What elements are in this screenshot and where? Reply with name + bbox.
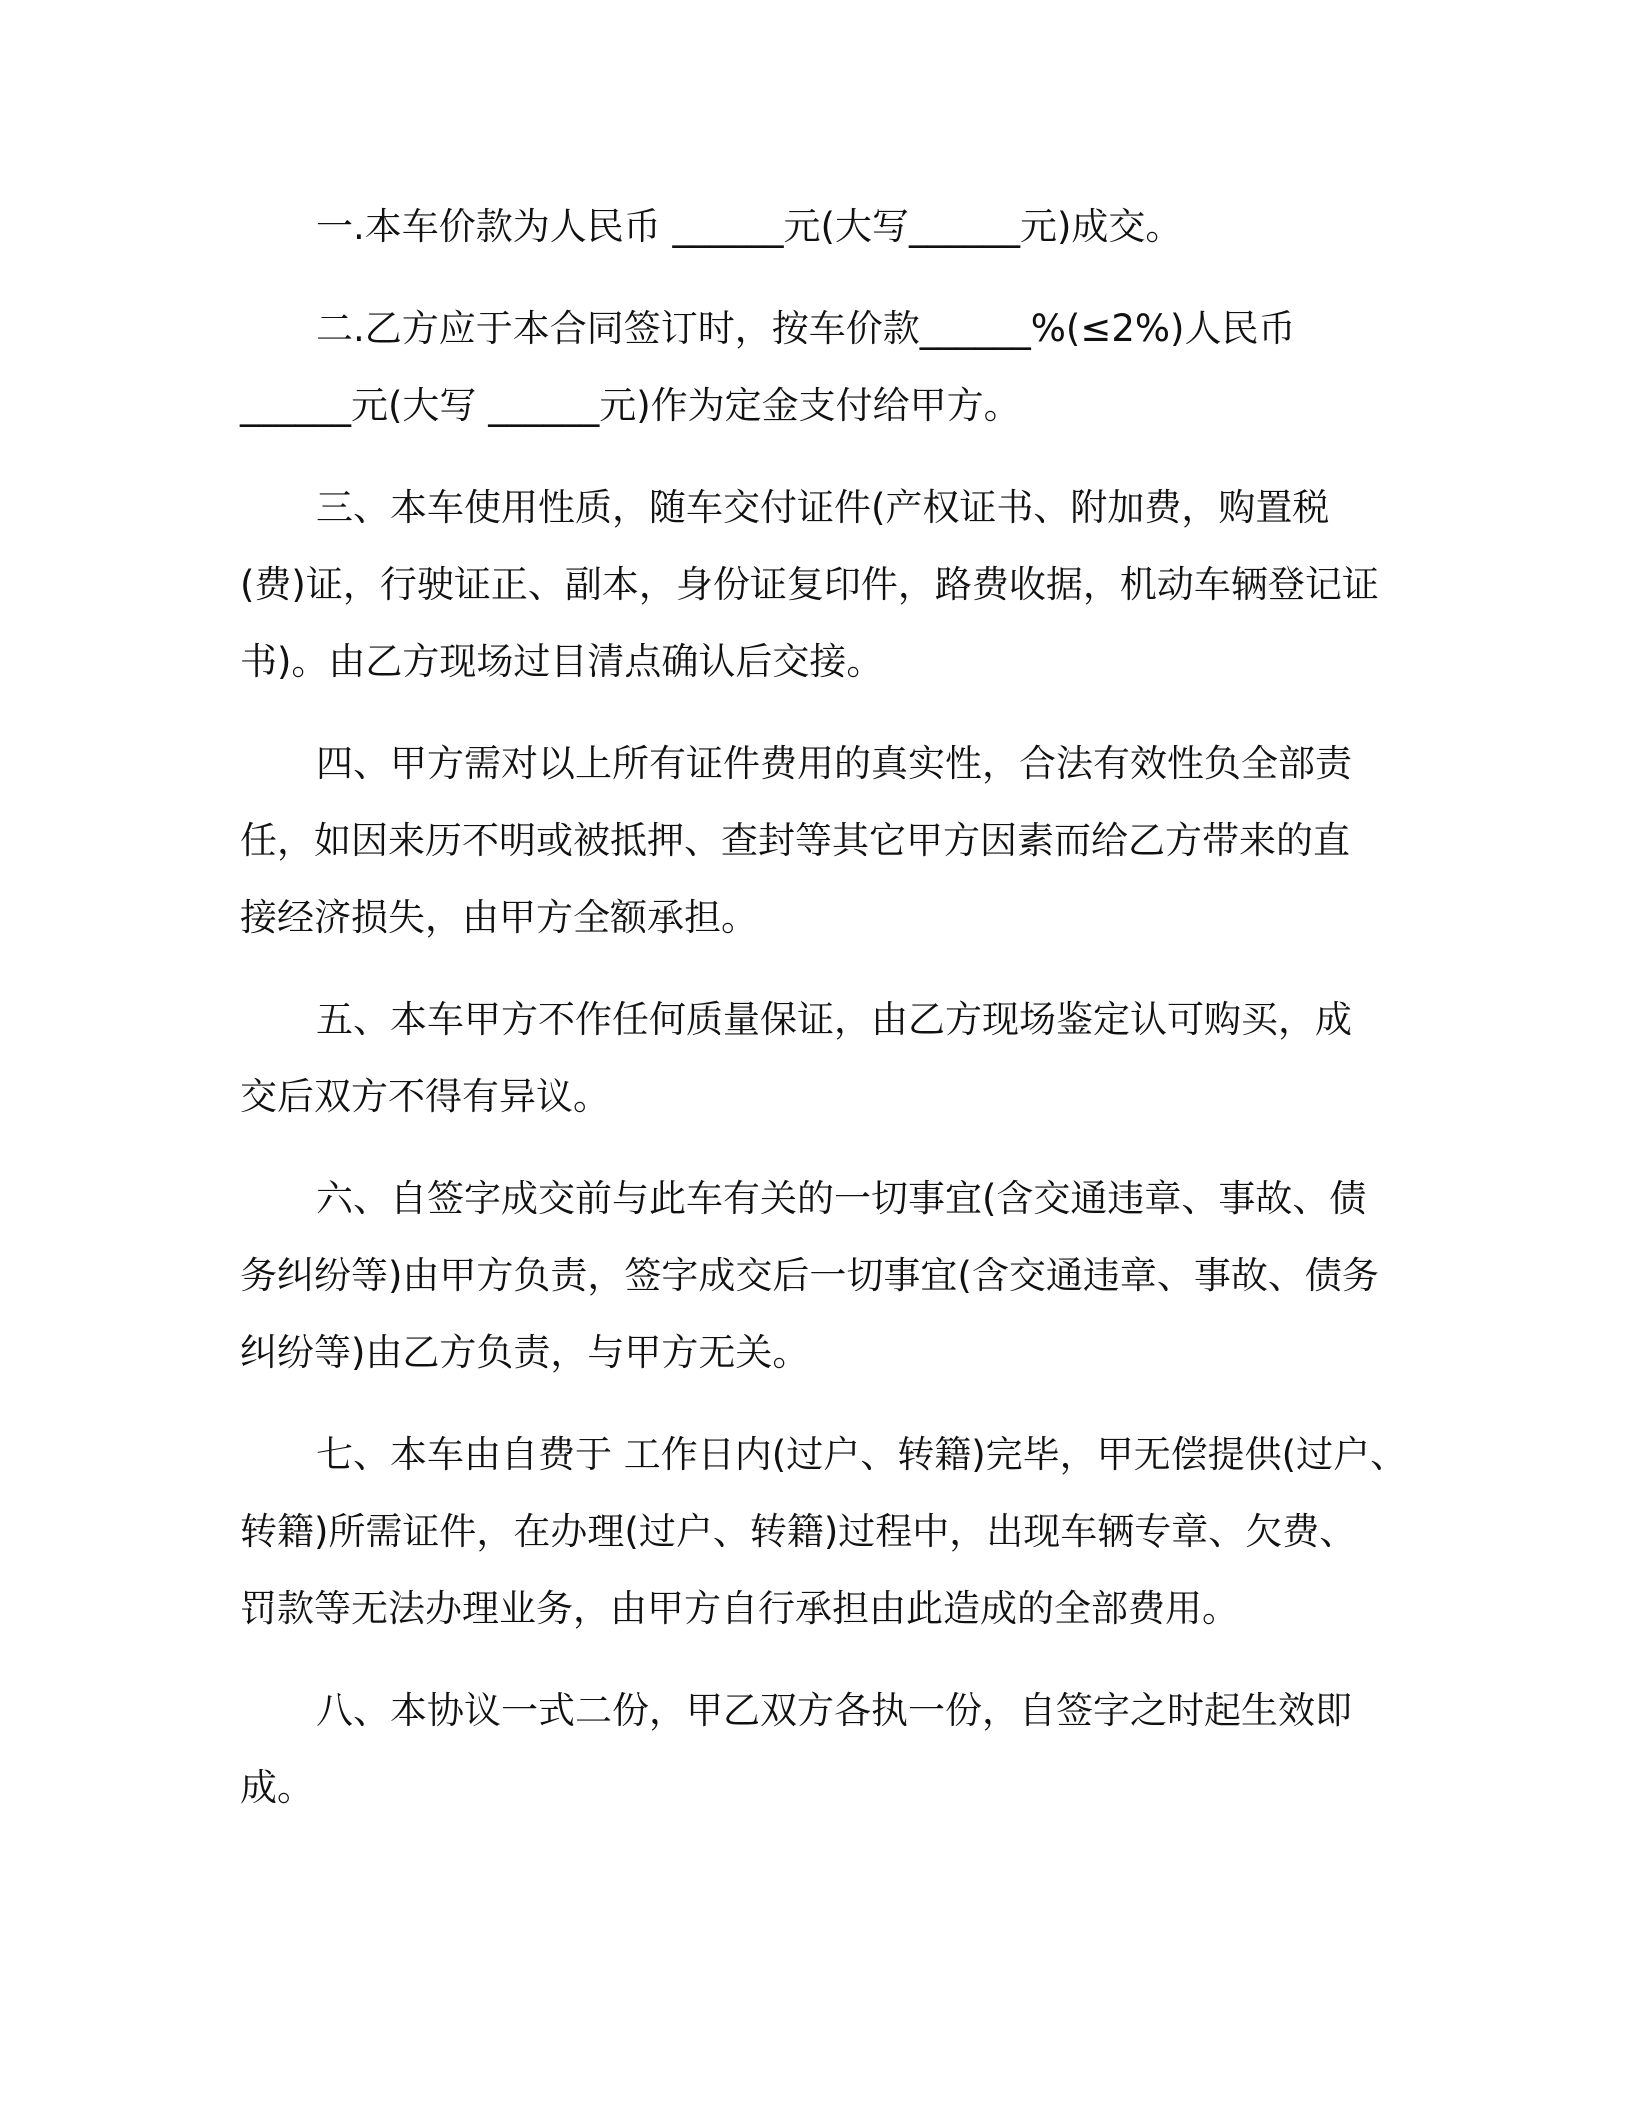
- clause-3-line-1: 三、本车使用性质，随车交付证件(产权证书、附加费，购置税: [316, 486, 1330, 529]
- clause-7: [240, 1416, 1408, 1647]
- clause-2-line-2: ______元(大写 ______元)作为定金支付给甲方。: [240, 384, 1021, 427]
- clause-4-line-3: 接经济损失，由甲方全额承担。: [240, 896, 758, 939]
- clause-4: [240, 725, 1390, 956]
- clause-6-line-2: 务纠纷等)由甲方负责，签字成交后一切事宜(含交通违章、事故、债务: [240, 1254, 1379, 1297]
- clause-8-line-1: 八、本协议一式二份，甲乙双方各执一份，自签字之时起生效即: [316, 1689, 1352, 1732]
- clause-6: [240, 1160, 1390, 1391]
- clause-5-line-2: 交后双方不得有异议。: [240, 1075, 610, 1118]
- clause-8: [240, 1672, 1390, 1826]
- clause-8-line-2: 成。: [240, 1766, 314, 1809]
- clause-5: [240, 981, 1390, 1135]
- clause-6-line-1: 六、自签字成交前与此车有关的一切事宜(含交通违章、事故、债: [316, 1177, 1367, 1220]
- clause-3-line-3: 书)。由乙方现场过目清点确认后交接。: [240, 640, 884, 683]
- clause-1: [240, 188, 1390, 265]
- clause-7-line-2: 转籍)所需证件，在办理(过户、转籍)过程中，出现车辆专章、欠费、: [240, 1510, 1357, 1553]
- clause-2-line-1: 二.乙方应于本合同签订时，按车价款______%(≤2%)人民币: [316, 307, 1296, 350]
- clause-5-line-1: 五、本车甲方不作任何质量保证，由乙方现场鉴定认可购买，成: [316, 998, 1352, 1041]
- clause-7-line-1: 七、本车由自费于 工作日内(过户、转籍)完毕，甲无偿提供(过户、: [316, 1433, 1408, 1476]
- clause-7-line-3: 罚款等无法办理业务，由甲方自行承担由此造成的全部费用。: [240, 1587, 1239, 1630]
- clause-1-line-1: 一.本车价款为人民币 ______元(大写______元)成交。: [316, 205, 1183, 248]
- clause-4-line-2: 任，如因来历不明或被抵押、查封等其它甲方因素而给乙方带来的直: [240, 819, 1350, 862]
- contract-body: [240, 188, 1408, 1851]
- clause-4-line-1: 四、甲方需对以上所有证件费用的真实性，合法有效性负全部责: [316, 742, 1352, 785]
- clause-3-line-2: (费)证，行驶证正、副本，身份证复印件，路费收据，机动车辆登记证: [240, 563, 1379, 606]
- clause-2: [240, 290, 1390, 444]
- clause-3: [240, 469, 1390, 700]
- clause-6-line-3: 纠纷等)由乙方负责，与甲方无关。: [240, 1331, 810, 1374]
